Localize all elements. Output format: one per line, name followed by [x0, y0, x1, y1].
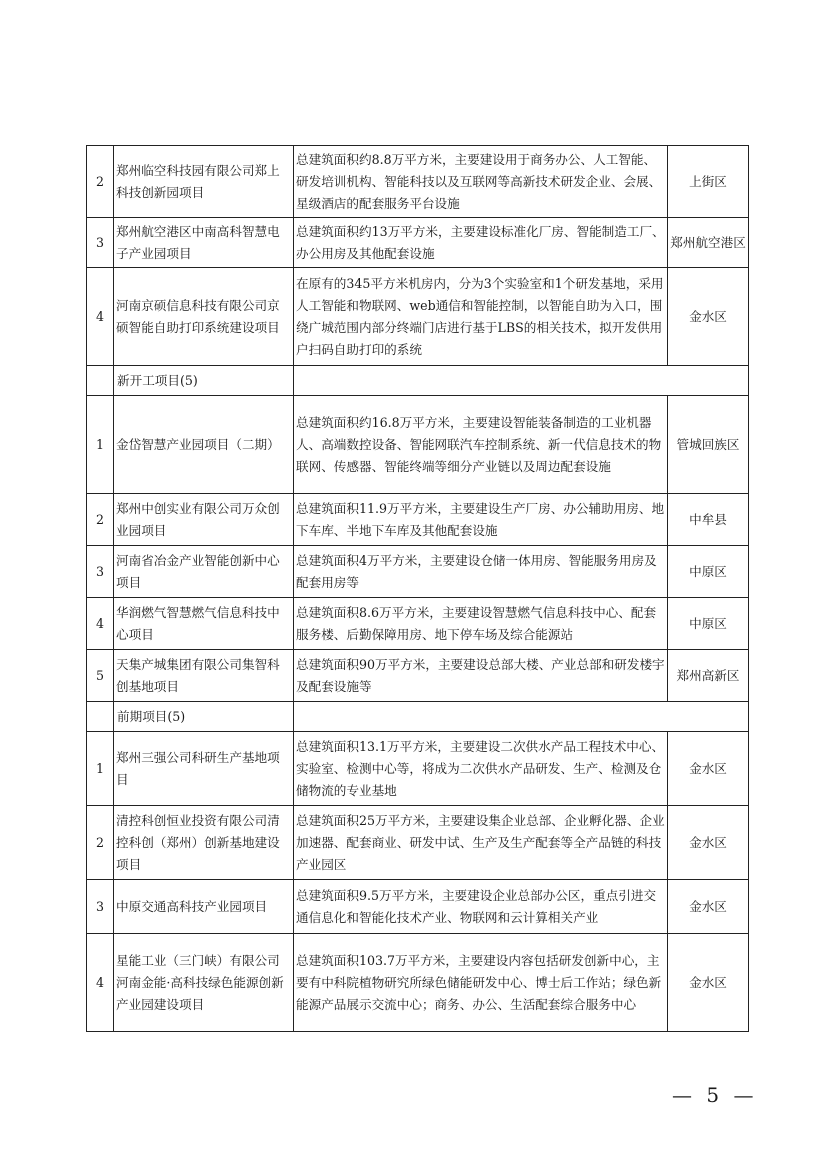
page-number: — 5 — [672, 1083, 758, 1107]
project-location: 上街区 [668, 146, 749, 218]
project-name: 星能工业（三门峡）有限公司河南金能·高科技绿色能源创新产业园建设项目 [114, 934, 294, 1032]
project-description: 在原有的345平方米机房内，分为3个实验室和1个研发基地，采用人工智能和物联网、web通信和智能控制，以智能自助为入口，围绕广城范围内部分终端门店进行基于LBS的相关技术，拟开发供用户扫码自助打印的系统 [294, 268, 668, 366]
table-row [87, 396, 749, 494]
table-row [87, 268, 749, 366]
row-number: 4 [87, 934, 114, 1032]
table-row [87, 650, 749, 702]
project-location: 郑州高新区 [668, 650, 749, 702]
row-number: 3 [87, 546, 114, 598]
project-location: 中牟县 [668, 494, 749, 546]
row-number: 1 [87, 396, 114, 494]
project-description: 总建筑面积8.6万平方米，主要建设智慧燃气信息科技中心、配套服务楼、后勤保障用房、地下停车场及综合能源站 [294, 598, 668, 650]
project-description: 总建筑面积约16.8万平方米，主要建设智能装备制造的工业机器人、高端数控设备、智能网联汽车控制系统、新一代信息技术的物联网、传感器、智能终端等细分产业链以及周边配套设施 [294, 396, 668, 494]
cell-empty [87, 366, 114, 396]
project-name: 郑州三强公司科研生产基地项目 [114, 732, 294, 806]
project-name: 郑州临空科技园有限公司郑上科技创新园项目 [114, 146, 294, 218]
row-number: 4 [87, 268, 114, 366]
project-name: 河南省冶金产业智能创新中心项目 [114, 546, 294, 598]
project-location: 中原区 [668, 546, 749, 598]
project-name: 天集产城集团有限公司集智科创基地项目 [114, 650, 294, 702]
project-name: 清控科创恒业投资有限公司清控科创（郑州）创新基地建设项目 [114, 806, 294, 880]
project-description: 总建筑面积4万平方米，主要建设仓储一体用房、智能服务用房及配套用房等 [294, 546, 668, 598]
cell-empty [294, 366, 749, 396]
project-location: 金水区 [668, 806, 749, 880]
table-row [87, 146, 749, 218]
project-description: 总建筑面积103.7万平方米，主要建设内容包括研发创新中心，主要有中科院植物研究所绿色储能研发中心、博士后工作站；绿色新能源产品展示交流中心；商务、办公、生活配套综合服务中心 [294, 934, 668, 1032]
cell-empty [87, 702, 114, 732]
row-number: 2 [87, 146, 114, 218]
project-description: 总建筑面积25万平方米，主要建设集企业总部、企业孵化器、企业加速器、配套商业、研发中试、生产及生产配套等全产品链的科技产业园区 [294, 806, 668, 880]
project-name: 金岱智慧产业园项目（二期） [114, 396, 294, 494]
row-number: 2 [87, 806, 114, 880]
project-description: 总建筑面积约13万平方米，主要建设标准化厂房、智能制造工厂、办公用房及其他配套设施 [294, 218, 668, 268]
cell-empty [294, 702, 749, 732]
project-table-body [87, 146, 749, 1032]
table-row [87, 732, 749, 806]
project-location: 郑州航空港区 [668, 218, 749, 268]
row-number: 3 [87, 880, 114, 934]
project-name: 中原交通高科技产业园项目 [114, 880, 294, 934]
project-description: 总建筑面积13.1万平方米，主要建设二次供水产品工程技术中心、实验室、检测中心等，将成为二次供水产品研发、生产、检测及仓储物流的专业基地 [294, 732, 668, 806]
row-number: 4 [87, 598, 114, 650]
row-number: 1 [87, 732, 114, 806]
section-row [87, 702, 749, 732]
project-location: 金水区 [668, 268, 749, 366]
project-location: 金水区 [668, 880, 749, 934]
table-row [87, 598, 749, 650]
project-location: 管城回族区 [668, 396, 749, 494]
project-description: 总建筑面积9.5万平方米，主要建设企业总部办公区，重点引进交通信息化和智能化技术产业、物联网和云计算相关产业 [294, 880, 668, 934]
table-row [87, 218, 749, 268]
project-description: 总建筑面积11.9万平方米，主要建设生产厂房、办公辅助用房、地下车库、半地下车库及其他配套设施 [294, 494, 668, 546]
project-description: 总建筑面积90万平方米，主要建设总部大楼、产业总部和研发楼宇及配套设施等 [294, 650, 668, 702]
project-name: 郑州航空港区中南高科智慧电子产业园项目 [114, 218, 294, 268]
table-row [87, 494, 749, 546]
project-location: 中原区 [668, 598, 749, 650]
table-row [87, 880, 749, 934]
row-number: 5 [87, 650, 114, 702]
project-name: 华润燃气智慧燃气信息科技中心项目 [114, 598, 294, 650]
section-label: 新开工项目(5) [114, 366, 294, 396]
table-row [87, 934, 749, 1032]
project-name: 郑州中创实业有限公司万众创业园项目 [114, 494, 294, 546]
table-row [87, 806, 749, 880]
table-row [87, 546, 749, 598]
project-description: 总建筑面积约8.8万平方米，主要建设用于商务办公、人工智能、研发培训机构、智能科技以及互联网等高新技术研发企业、会展、星级酒店的配套服务平台设施 [294, 146, 668, 218]
row-number: 3 [87, 218, 114, 268]
project-name: 河南京硕信息科技有限公司京硕智能自助打印系统建设项目 [114, 268, 294, 366]
section-label: 前期项目(5) [114, 702, 294, 732]
project-table [86, 145, 749, 1032]
section-row [87, 366, 749, 396]
row-number: 2 [87, 494, 114, 546]
project-location: 金水区 [668, 934, 749, 1032]
project-location: 金水区 [668, 732, 749, 806]
